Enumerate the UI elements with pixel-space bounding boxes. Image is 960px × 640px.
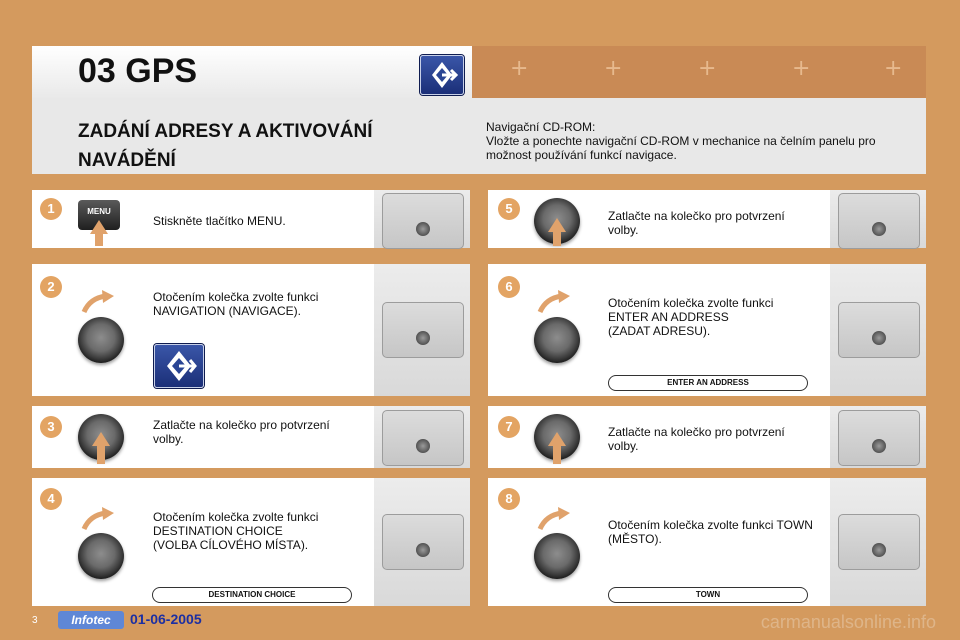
rotate-arrow-icon [80,507,116,531]
radio-unit-illustration [838,410,920,466]
step-number: 4 [40,488,62,510]
knob-icon [534,533,580,579]
step-number: 6 [498,276,520,298]
press-arrow-stem [553,446,561,464]
step-number: 8 [498,488,520,510]
press-arrow-stem [95,234,103,246]
menu-button-icon: MENU [78,200,120,230]
navigation-arrows-icon [420,55,464,95]
section-title: ZADÁNÍ ADRESY A AKTIVOVÁNÍ NAVÁDĚNÍ [78,121,373,171]
press-arrow-icon [548,432,566,446]
press-arrow-stem [97,446,105,464]
radio-unit-illustration [838,193,920,249]
radio-unit-illustration [838,514,920,570]
watermark: carmanualsonline.info [760,612,936,632]
step-number: 3 [40,416,62,438]
press-arrow-icon [92,432,110,446]
chapter-title: 03 GPS [78,52,198,90]
step-number: 2 [40,276,62,298]
page-number: 3 [32,615,38,626]
radio-unit-illustration [382,514,464,570]
screen-label: TOWN [608,587,808,603]
step-3-text: Zatlačte na kolečko pro potvrzení volby. [153,418,330,446]
header-decoration: + + + + + [472,46,926,98]
section-note: Navigační CD-ROM: Vložte a ponechte navigační CD-ROM v mechanice na čelním panelu pro možnost používání funkcí navigace. [486,120,876,162]
press-arrow-stem [553,232,561,246]
step-number: 5 [498,198,520,220]
radio-unit-illustration [838,302,920,358]
screen-label: DESTINATION CHOICE [152,587,352,603]
step-4-text: Otočením kolečka zvolte funkci DESTINATION CHOICE (VOLBA CÍLOVÉHO MÍSTA). [153,510,319,552]
knob-icon [78,317,124,363]
footer-date: 01-06-2005 [130,611,202,627]
radio-unit-illustration [382,410,464,466]
step-1-text: Stiskněte tlačítko MENU. [153,214,286,228]
rotate-arrow-icon [536,290,572,314]
knob-icon [534,317,580,363]
rotate-arrow-icon [536,507,572,531]
radio-unit-illustration [382,193,464,249]
navigation-arrows-icon [154,344,204,388]
rotate-arrow-icon [80,290,116,314]
screen-label: ENTER AN ADDRESS [608,375,808,391]
step-2-text: Otočením kolečka zvolte funkci NAVIGATION (NAVIGACE). [153,290,319,318]
infotec-logo: Infotec [58,611,124,629]
step-8-text: Otočením kolečka zvolte funkci TOWN (MĚSTO). [608,518,813,546]
knob-icon [78,533,124,579]
radio-unit-illustration [382,302,464,358]
step-number: 7 [498,416,520,438]
step-6-text: Otočením kolečka zvolte funkci ENTER AN ADDRESS (ZADAT ADRESU). [608,296,774,338]
step-7-text: Zatlačte na kolečko pro potvrzení volby. [608,425,785,453]
press-arrow-icon [90,220,108,234]
press-arrow-icon [548,218,566,232]
step-5-text: Zatlačte na kolečko pro potvrzení volby. [608,209,785,237]
step-number: 1 [40,198,62,220]
